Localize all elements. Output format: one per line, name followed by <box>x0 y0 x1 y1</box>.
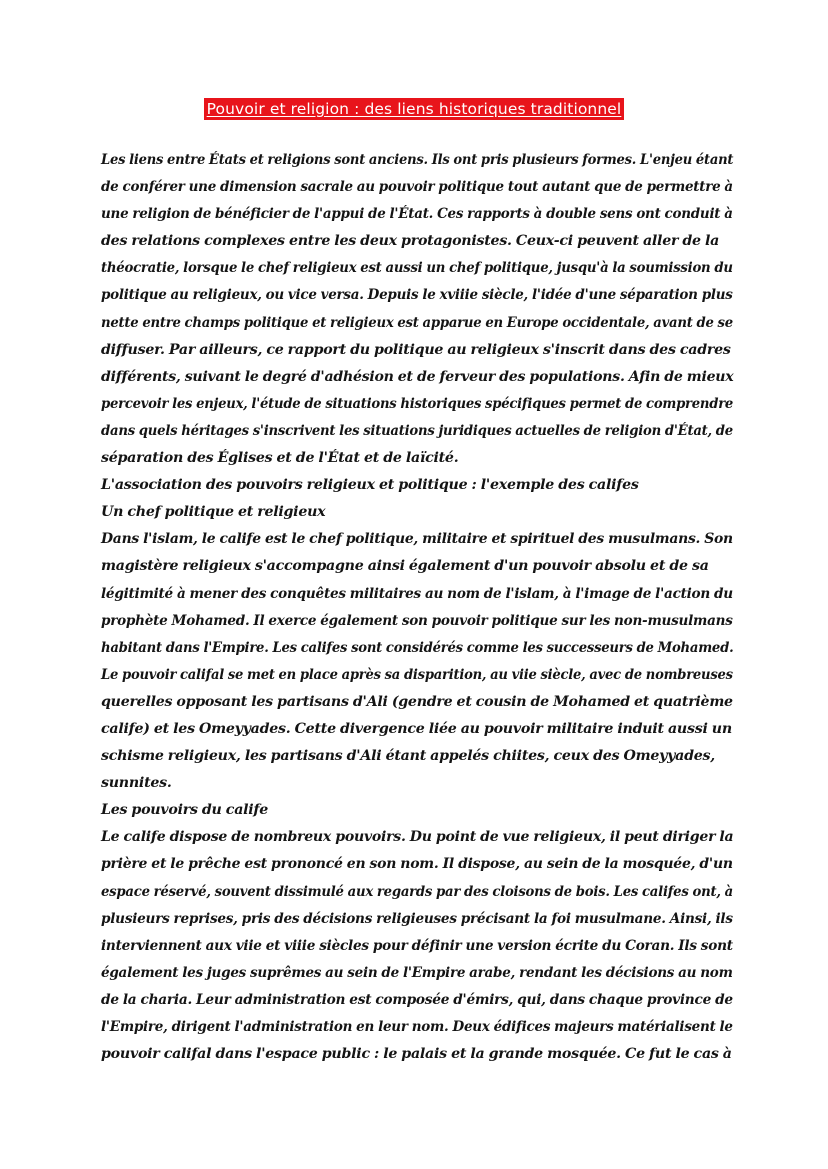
body-line: de conférer une dimension sacrale au pouvoir politique tout autant que de permettre à <box>101 179 733 196</box>
body-line: également les juges suprêmes au sein de l'Empire arabe, rendant les décisions au nom <box>101 964 733 981</box>
body-line: l'Empire, dirigent l'administration en leur nom. Deux édifices majeurs matérialisent le <box>101 1019 733 1035</box>
body-line: pouvoir califal dans l'espace public : le palais et la grande mosquée. Ce fut le cas à <box>101 1046 732 1063</box>
subsection-heading: Un chef politique et religieux <box>101 504 326 521</box>
body-line: habitant dans l'Empire. Les califes sont considérés comme les successeurs de Mohamed. <box>101 639 734 656</box>
document-title: Pouvoir et religion : des liens historiques traditionnel <box>204 98 625 120</box>
body-line: prière et le prêche est prononcé en son nom. Il dispose, au sein de la mosquée, d'un <box>101 856 733 873</box>
body-line: Dans l'islam, le calife est le chef politique, militaire et spirituel des musulmans. Son <box>101 531 733 548</box>
body-line: prophète Mohamed. Il exerce également son pouvoir politique sur les non-musulmans <box>101 612 733 629</box>
subsection-heading: Les pouvoirs du calife <box>101 802 269 819</box>
body-line: magistère religieux s'accompagne ainsi également d'un pouvoir absolu et de sa <box>101 558 709 575</box>
body-line: sunnites. <box>101 775 172 792</box>
title-container <box>0 98 828 120</box>
body-line: nette entre champs politique et religieux est apparue en Europe occidentale, avant de se <box>101 314 733 331</box>
body-line: percevoir les enjeux, l'étude de situations historiques spécifiques permet de comprendre <box>101 395 734 412</box>
section-heading: L'association des pouvoirs religieux et politique : l'exemple des califes <box>101 477 639 494</box>
body-line: diffuser. Par ailleurs, ce rapport du politique au religieux s'inscrit dans des cadres <box>101 341 731 358</box>
body-line: schisme religieux, les partisans d'Ali étant appelés chiites, ceux des Omeyyades, <box>101 748 715 765</box>
body-line: différents, suivant le degré d'adhésion et de ferveur des populations. Afin de mieux <box>101 368 734 385</box>
document-body <box>101 147 734 1068</box>
body-line: plusieurs reprises, pris des décisions religieuses précisant la foi musulmane. Ainsi, ils <box>101 910 733 927</box>
body-line: politique au religieux, ou vice versa. Depuis le xviiie siècle, l'idée d'une séparation plus <box>101 287 733 304</box>
body-line: des relations complexes entre les deux protagonistes. Ceux-ci peuvent aller de la <box>101 233 720 250</box>
body-line: Les liens entre États et religions sont anciens. Ils ont pris plusieurs formes. L'enjeu étant <box>101 152 734 168</box>
body-line: séparation des Églises et de l'État et de laïcité. <box>101 450 459 467</box>
body-line: dans quels héritages s'inscrivent les situations juridiques actuelles de religion d'État, de <box>101 422 733 439</box>
body-line: théocratie, lorsque le chef religieux est aussi un chef politique, jusqu'à la soumission du <box>101 260 733 277</box>
body-line: Le pouvoir califal se met en place après sa disparition, au viie siècle, avec de nombreuses <box>101 666 733 683</box>
body-line: de la charia. Leur administration est composée d'émirs, qui, dans chaque province de <box>101 991 733 1008</box>
body-line: interviennent aux viie et viiie siècles pour définir une version écrite du Coran. Ils sont <box>101 937 733 954</box>
body-line: calife) et les Omeyyades. Cette divergence liée au pouvoir militaire induit aussi un <box>101 720 732 737</box>
body-line: légitimité à mener des conquêtes militaires au nom de l'islam, à l'image de l'action du <box>101 585 733 602</box>
body-line: espace réservé, souvent dissimulé aux regards par des cloisons de bois. Les califes ont, à <box>101 883 733 900</box>
body-line: une religion de bénéficier de l'appui de l'État. Ces rapports à double sens ont conduit à <box>101 206 733 223</box>
body-line: querelles opposant les partisans d'Ali (gendre et cousin de Mohamed et quatrième <box>101 693 733 710</box>
body-line: Le calife dispose de nombreux pouvoirs. Du point de vue religieux, il peut diriger la <box>101 829 734 846</box>
